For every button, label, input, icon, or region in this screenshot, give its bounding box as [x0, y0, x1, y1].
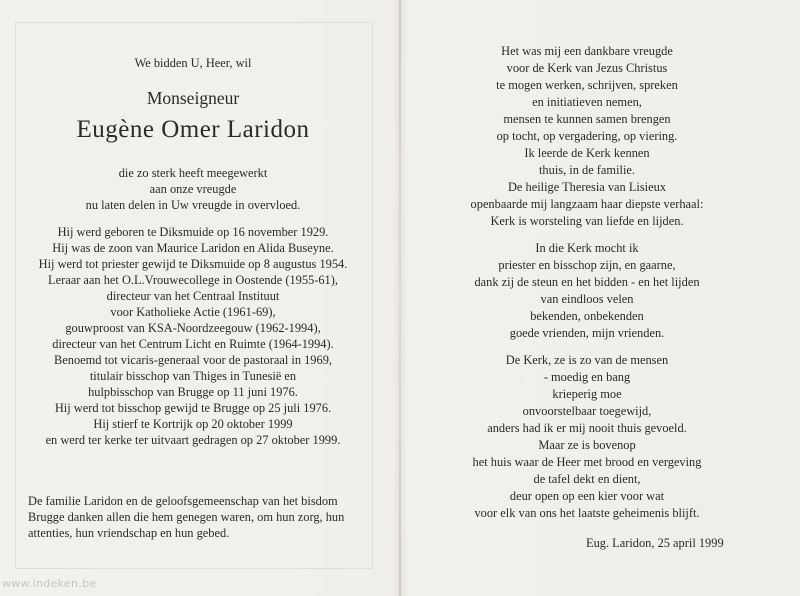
poem-line: deur open op een kier voor wat	[509, 489, 665, 503]
family-line: attenties, hun vriendschap en hun gebed.	[28, 526, 230, 540]
poem-line: priester en bisschop zijn, en gaarne,	[498, 258, 676, 272]
bio-line: en werd ter kerke ter uitvaart gedragen op 27 oktober 1999.	[45, 433, 341, 447]
bio-line: directeur van het Centraal Instituut	[106, 289, 280, 303]
bio-line: Benoemd tot vicaris-generaal voor de pastoraal in 1969,	[53, 353, 332, 367]
poem-line: mensen te kunnen samen brengen	[503, 112, 671, 126]
poem-line: dank zij de steun en het bidden - en het lijden	[474, 275, 700, 289]
poem-line: de tafel dekt en dient,	[533, 472, 641, 486]
bio-line: directeur van het Centrum Licht en Ruimte (1964-1994).	[52, 337, 334, 351]
intro-line: die zo sterk heeft meegewerkt	[118, 166, 268, 180]
poem-line: en initiatieven nemen,	[532, 95, 642, 109]
bio-line: Hij werd geboren te Diksmuide op 16 november 1929.	[57, 225, 329, 239]
poem-line: van eindloos velen	[540, 292, 634, 306]
bio-line: Hij was de zoon van Maurice Laridon en Alida Buseyne.	[52, 241, 334, 255]
poem-line: Maar ze is bovenop	[538, 438, 636, 452]
bio-line: hulpbisschop van Brugge op 11 juni 1976.	[88, 385, 298, 399]
deceased-name: Eugène Omer Laridon	[76, 116, 310, 143]
poem-line: anders had ik er mij nooit thuis gevoeld.	[487, 421, 687, 435]
intro-line: aan onze vreugde	[149, 182, 237, 196]
intro-line: nu laten delen in Uw vreugde in overvloed.	[85, 198, 301, 212]
poem-line: onvoorstelbaar toegewijd,	[522, 404, 652, 418]
poem-line: bekenden, onbekenden	[530, 309, 644, 323]
site-watermark: www.indeken.be	[2, 577, 97, 590]
poem-line: voor elk van ons het laatste geheimenis blijft.	[474, 506, 700, 520]
family-line: De familie Laridon en de geloofsgemeenschap van het bisdom	[28, 494, 338, 508]
card-fold	[399, 0, 401, 596]
poem-line: De heilige Theresia van Lisieux	[507, 180, 667, 194]
poem-line: openbaarde mij langzaam haar diepste verhaal:	[470, 197, 704, 211]
bio-line: voor Katholieke Actie (1961-69),	[110, 305, 276, 319]
prayer-line: We bidden U, Heer, wil	[134, 56, 252, 70]
bio-line: Hij werd tot bisschop gewijd te Brugge op 25 juli 1976.	[54, 401, 332, 415]
poem-line: thuis, in de familie.	[538, 163, 635, 177]
poem-line: Het was mij een dankbare vreugde	[501, 44, 673, 58]
bio-line: Hij stierf te Kortrijk op 20 oktober 1999	[93, 417, 293, 431]
poem-line: het huis waar de Heer met brood en vergeving	[472, 455, 702, 469]
poem-line: te mogen werken, schrijven, spreken	[496, 78, 678, 92]
poem-line: Ik leerde de Kerk kennen	[524, 146, 650, 160]
poem-line: In die Kerk mocht ik	[535, 241, 639, 255]
poem-line: - moedig en bang	[543, 370, 631, 384]
signature-line: Eug. Laridon, 25 april 1999	[586, 536, 724, 550]
poem-line: krieperig moe	[552, 387, 622, 401]
bio-line: titulair bisschop van Thiges in Tunesië en	[89, 369, 297, 383]
poem-line: goede vrienden, mijn vrienden.	[509, 326, 665, 340]
poem-line: Kerk is worsteling van liefde en lijden.	[490, 214, 684, 228]
bio-line: Hij werd tot priester gewijd te Diksmuide op 8 augustus 1954.	[38, 257, 348, 271]
poem-line: De Kerk, ze is zo van de mensen	[505, 353, 669, 367]
family-line: Brugge danken allen die hem genegen waren, om hun zorg, hun	[28, 510, 345, 524]
bio-line: gouwproost van KSA-Noordzeegouw (1962-1994),	[65, 321, 321, 335]
title-monseigneur: Monseigneur	[146, 88, 240, 108]
bio-line: Leraar aan het O.L.Vrouwecollege in Oostende (1955-61),	[48, 273, 338, 287]
poem-line: voor de Kerk van Jezus Christus	[506, 61, 668, 75]
poem-line: op tocht, op vergadering, op viering.	[496, 129, 678, 143]
